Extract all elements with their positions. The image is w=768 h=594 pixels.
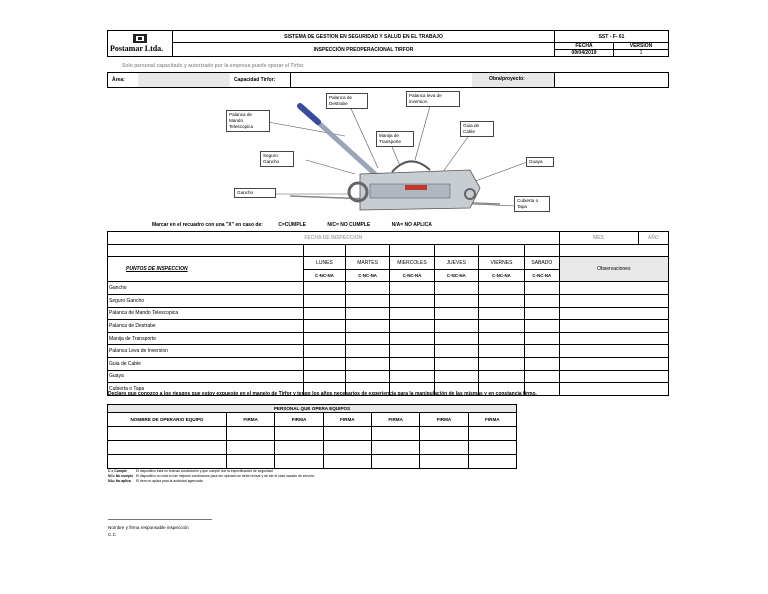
signature-cell[interactable]: [420, 455, 468, 469]
check-cell[interactable]: [478, 307, 524, 320]
nombre-operario-label: NOMBRE DE OPERARIO EQUIPO: [108, 413, 227, 427]
callout-gancho: Gancho: [234, 188, 276, 198]
version-value: 1: [614, 50, 669, 57]
observation-cell[interactable]: [559, 320, 668, 333]
signature-cell[interactable]: [275, 455, 323, 469]
obra-label-box: [472, 73, 554, 87]
day-sabado: SABADO: [525, 257, 560, 270]
check-cell[interactable]: [390, 307, 435, 320]
operator-name-cell[interactable]: [108, 455, 227, 469]
check-cell[interactable]: [390, 370, 435, 383]
table-row: [108, 441, 517, 455]
check-cell[interactable]: [346, 307, 390, 320]
inspection-table: [107, 231, 669, 396]
instructions-line: [152, 222, 432, 228]
observation-cell[interactable]: [559, 370, 668, 383]
signature-cell[interactable]: [468, 455, 516, 469]
check-cell[interactable]: [525, 320, 560, 333]
check-cell[interactable]: [434, 294, 478, 307]
table-row: [108, 345, 669, 358]
declaration-text: Declaro que conozco a los riesgos que estoy expuesto en el manejo de Tirfor y tengo los años necesarios de experiencia para la manipulación de las mismas y en constancia firmo.: [108, 391, 537, 397]
day-jueves: JUEVES: [434, 257, 478, 270]
firma-label-4: FIRMA: [371, 413, 419, 427]
firma-label-1: FIRMA: [227, 413, 275, 427]
code-lunes: C-NC-NA: [303, 269, 345, 282]
check-cell[interactable]: [434, 370, 478, 383]
legend-row: C = Cumple El dispositivo está en buenas condiciones y que cumple con la especificación de seguridad: [108, 469, 273, 473]
firma-label-3: FIRMA: [323, 413, 371, 427]
check-cell[interactable]: [390, 294, 435, 307]
callout-palanca-leva: Palanca leva de inversion: [406, 91, 460, 107]
signature-cell[interactable]: [323, 441, 371, 455]
signature-cell[interactable]: [323, 455, 371, 469]
area-label: Área:: [112, 77, 125, 83]
table-row: [108, 332, 669, 345]
inspection-point-label: Manija de Transporte: [108, 332, 304, 345]
check-cell[interactable]: [390, 282, 435, 295]
instructions-mark: Marcar en el recuadro con una "X" en caso de:: [152, 222, 263, 228]
fecha-label: FECHA: [555, 43, 614, 50]
check-cell[interactable]: [478, 282, 524, 295]
mes-label: MES: [559, 232, 638, 245]
check-cell[interactable]: [346, 282, 390, 295]
observaciones-label: Observaciones: [559, 257, 668, 282]
signature-cell[interactable]: [468, 441, 516, 455]
check-cell[interactable]: [434, 357, 478, 370]
check-cell[interactable]: [346, 320, 390, 333]
personnel-table: [107, 404, 517, 469]
code-jueves: C-NC-NA: [434, 269, 478, 282]
firma-label-2: FIRMA: [275, 413, 323, 427]
signature-cell[interactable]: [371, 441, 419, 455]
observation-cell[interactable]: [559, 345, 668, 358]
inspection-point-label: Gancho: [108, 282, 304, 295]
signature-cell[interactable]: [227, 427, 275, 441]
fecha-inspeccion-label: FECHA DE INSPECCION: [108, 232, 560, 245]
personnel-title: PERSONAL QUE OPERA EQUIPOS: [108, 405, 517, 413]
firma-label-5: FIRMA: [420, 413, 468, 427]
table-row: [108, 455, 517, 469]
fields-row: [107, 72, 669, 88]
check-cell[interactable]: [478, 357, 524, 370]
check-cell[interactable]: [525, 294, 560, 307]
obra-field[interactable]: [554, 73, 669, 87]
signature-cell[interactable]: [420, 441, 468, 455]
check-cell[interactable]: [346, 357, 390, 370]
callout-guia: Guia de Cable: [460, 121, 494, 137]
signature-cell[interactable]: [227, 455, 275, 469]
table-row: [108, 307, 669, 320]
callout-guaya: Guaya: [526, 157, 554, 167]
check-cell[interactable]: [346, 294, 390, 307]
signature-cell[interactable]: [323, 427, 371, 441]
ano-label: AÑO: [638, 232, 669, 245]
table-row: [108, 282, 669, 295]
signature-label: Nombre y firma responsable inspección: [108, 525, 189, 530]
check-cell[interactable]: [525, 282, 560, 295]
check-cell[interactable]: [303, 320, 345, 333]
inspection-point-label: Seguro Gancho: [108, 294, 304, 307]
day-viernes: VIERNES: [478, 257, 524, 270]
header-table: [107, 30, 669, 57]
check-cell[interactable]: [478, 332, 524, 345]
check-cell[interactable]: [390, 345, 435, 358]
check-cell[interactable]: [434, 345, 478, 358]
observation-cell[interactable]: [559, 357, 668, 370]
code-martes: C-NC-NA: [346, 269, 390, 282]
inspection-point-label: Guia de Cable: [108, 357, 304, 370]
table-row: [108, 427, 517, 441]
check-cell[interactable]: [478, 370, 524, 383]
notice-text: Solo personal capacitado y autorizado por la empresa puede operar el Tirfor.: [122, 63, 305, 69]
area-field[interactable]: [138, 73, 230, 87]
doc-code: SST - F- 61: [555, 31, 669, 43]
instructions-no-cumple: N/C= NO CUMPLE: [327, 222, 371, 228]
day-lunes: LUNES: [303, 257, 345, 270]
signature-cell[interactable]: [420, 427, 468, 441]
callout-palanca-destrabe: Palanca de Destrabe: [326, 93, 368, 109]
check-cell[interactable]: [303, 357, 345, 370]
check-cell[interactable]: [434, 282, 478, 295]
instructions-no-aplica: N/A= NO APLICA: [391, 222, 432, 228]
check-cell[interactable]: [346, 332, 390, 345]
check-cell[interactable]: [390, 357, 435, 370]
code-sabado: C-NC-NA: [525, 269, 560, 282]
check-cell[interactable]: [525, 332, 560, 345]
instructions-cumple: C=CUMPLE: [278, 222, 306, 228]
version-label: VERSION: [614, 43, 669, 50]
check-cell[interactable]: [390, 320, 435, 333]
check-cell[interactable]: [346, 345, 390, 358]
code-viernes: C-NC-NA: [478, 269, 524, 282]
operator-name-cell[interactable]: [108, 427, 227, 441]
firma-label-6: FIRMA: [468, 413, 516, 427]
inspection-point-label: Palanca Leva de Inversion: [108, 345, 304, 358]
code-miercoles: C-NC-NA: [390, 269, 435, 282]
check-cell[interactable]: [525, 345, 560, 358]
day-martes: MARTES: [346, 257, 390, 270]
day-miercoles: MIERCOLES: [390, 257, 435, 270]
table-row: [108, 294, 669, 307]
signature-cell[interactable]: [227, 441, 275, 455]
observation-cell[interactable]: [559, 332, 668, 345]
observation-cell[interactable]: [559, 307, 668, 320]
signature-cell[interactable]: [371, 455, 419, 469]
capacidad-label: Capacidad Tirfor:: [234, 77, 276, 83]
doc-title: INSPECCIÓN PREOPERACIONAL TIRFOR: [173, 43, 555, 57]
company-logo-text: Postamar Ltda.: [110, 43, 164, 53]
operator-name-cell[interactable]: [108, 441, 227, 455]
legend: [108, 469, 508, 484]
legend-row: NA= No aplica El ítem no aplica para la actividad agencada.: [108, 479, 204, 483]
observation-cell[interactable]: [559, 294, 668, 307]
check-cell[interactable]: [303, 307, 345, 320]
logo-cell: [108, 31, 173, 57]
callout-seguro: Seguro Gancho: [260, 151, 294, 167]
signature-cell[interactable]: [275, 427, 323, 441]
table-row: [108, 357, 669, 370]
observation-cell[interactable]: [559, 282, 668, 295]
check-cell[interactable]: [303, 332, 345, 345]
puntos-label: PUNTOS DE INSPECCION: [108, 257, 304, 282]
fecha-value: 09/04/2019: [555, 50, 614, 57]
check-cell[interactable]: [478, 345, 524, 358]
check-cell[interactable]: [303, 282, 345, 295]
company-logo-icon: [133, 34, 147, 43]
obra-label: Obra/proyecto:: [489, 76, 525, 82]
signature-cell[interactable]: [371, 427, 419, 441]
capacidad-field[interactable]: [290, 73, 473, 87]
check-cell[interactable]: [390, 332, 435, 345]
check-cell[interactable]: [434, 320, 478, 333]
check-cell[interactable]: [478, 320, 524, 333]
table-row: [108, 370, 669, 383]
legend-row: NC= No cumple El dispositivo no está en las mejores condiciones para ser operado se debe revisar y de ser el caso sacado de servicio: [108, 474, 315, 478]
table-row: [108, 320, 669, 333]
callout-palanca-mando: Palanca de Mando Telescopica: [226, 110, 270, 132]
check-cell[interactable]: [303, 345, 345, 358]
callout-cubierta: Cubierta o Tapa: [514, 196, 550, 212]
check-cell[interactable]: [525, 307, 560, 320]
observation-cell[interactable]: [559, 383, 668, 396]
check-cell[interactable]: [303, 294, 345, 307]
inspection-point-label: Palanca de Destrabe: [108, 320, 304, 333]
system-title: SISTEMA DE GESTION EN SEGURIDAD Y SALUD EN EL TRABAJO: [173, 31, 555, 43]
check-cell[interactable]: [434, 332, 478, 345]
inspection-point-label: Palanca de Mando Telescopica: [108, 307, 304, 320]
check-cell[interactable]: [434, 307, 478, 320]
check-cell[interactable]: [525, 357, 560, 370]
signature-cc: C.C: [108, 532, 116, 537]
signature-cell[interactable]: [275, 441, 323, 455]
check-cell[interactable]: [346, 370, 390, 383]
callout-manija: Manija de Transporte: [376, 131, 414, 147]
inspection-point-label: Guaya: [108, 370, 304, 383]
check-cell[interactable]: [303, 370, 345, 383]
check-cell[interactable]: [525, 370, 560, 383]
check-cell[interactable]: [478, 294, 524, 307]
inspection-point-label: Cubierta o Tapa: [108, 383, 304, 396]
signature-cell[interactable]: [468, 427, 516, 441]
signature-line[interactable]: [108, 519, 212, 520]
